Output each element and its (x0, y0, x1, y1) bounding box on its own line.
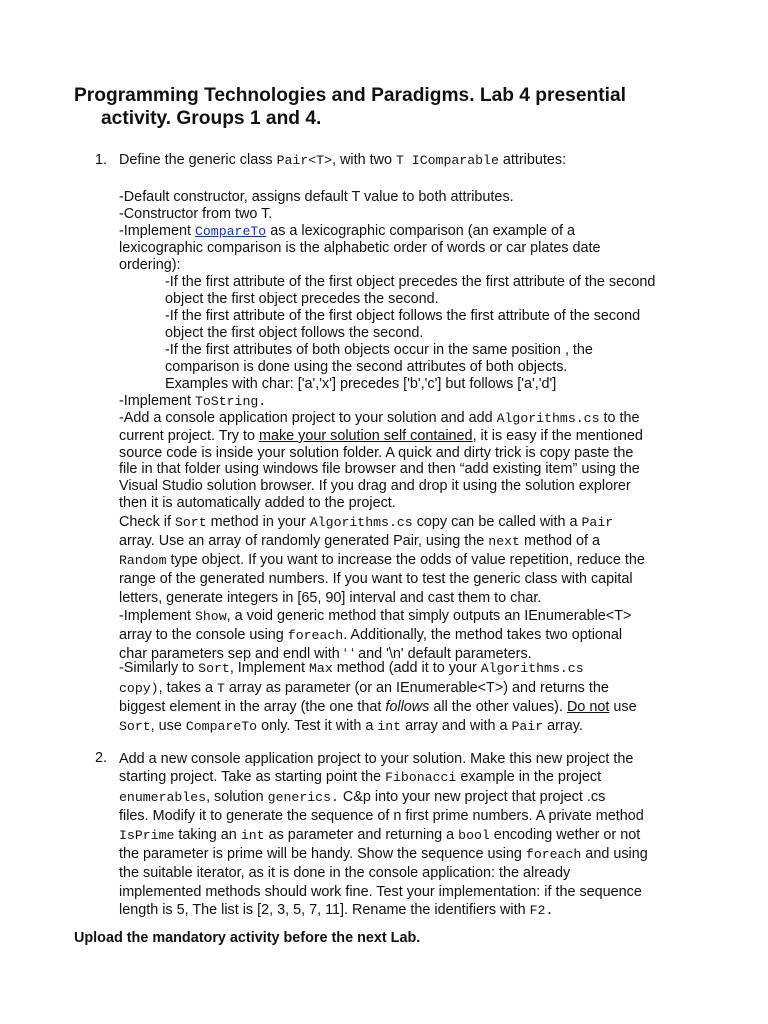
code-random: Random (119, 553, 167, 568)
text: encoding wether or not (489, 826, 641, 843)
text: use (609, 699, 637, 715)
item-2-line-1: Add a new console application project to your solution. Make this new project the (119, 751, 634, 767)
code-isprime: IsPrime (119, 827, 175, 843)
two-t-constructor-line: -Constructor from two T. (119, 206, 273, 222)
item-1-number: 1. (95, 152, 108, 168)
check-line-3 (119, 551, 699, 570)
console-line-6: then it is automatically added to the project. (119, 494, 396, 511)
code-algorithms-cs: Algorithms.cs (480, 661, 584, 676)
text: , a void generic method that simply outputs an IEnumerable<T> (226, 608, 632, 624)
item-2-body (119, 750, 699, 921)
check-line-1 (119, 513, 699, 532)
rule-2-line-1: -If the first attribute of the first object follows the first attribute of the second (165, 308, 641, 324)
title-line-1: Programming Technologies and Paradigms. Lab 4 presential (74, 85, 626, 106)
compareto-line-3: ordering): (119, 257, 181, 273)
text: , takes a (158, 679, 217, 696)
upload-reminder: Upload the mandatory activity before the next Lab. (74, 930, 421, 946)
item-2-line-5 (119, 826, 699, 845)
text: array and with a (401, 717, 512, 734)
item-2-line-6 (119, 845, 699, 864)
show-paragraph (119, 607, 699, 663)
console-line-3: source code is inside your solution folder. A quick and dirty trick is copy paste the (119, 444, 634, 461)
code-algorithms-cs: Algorithms.cs (309, 515, 413, 530)
code-pair: Pair (511, 718, 544, 734)
show-line-1 (119, 607, 699, 626)
code-next: next (488, 534, 520, 549)
text: -Similarly to (119, 660, 199, 676)
default-constructor-line: -Default constructor, assigns default T value to both attributes. (119, 189, 514, 205)
text: array to the console using (119, 627, 288, 643)
text: starting project. Take as starting point the (119, 769, 386, 786)
text: Check if (119, 514, 175, 530)
code-algorithms-cs: Algorithms.cs (496, 411, 600, 426)
text: -Implement (119, 393, 195, 409)
text: , it is easy if the mentioned (472, 427, 643, 444)
code-pair: Pair (581, 515, 614, 530)
item-1-body (119, 189, 699, 410)
item-2-line-7: the suitable iterator, as it is done in the console application: the already (119, 865, 571, 882)
console-line-5: Visual Studio solution browser. If you drag and drop it using the solution explorer (119, 478, 631, 495)
code-fibonacci: Fibonacci (385, 770, 457, 786)
text: taking an (174, 826, 241, 843)
console-line-1 (119, 410, 699, 428)
text: , use (150, 717, 186, 734)
text: current project. Try to (119, 427, 259, 444)
text: , Implement (229, 660, 309, 676)
code-sort: Sort (174, 515, 207, 530)
code-f2: F2. (529, 903, 554, 919)
text: only. Test it with a (257, 717, 378, 734)
code-generics: generics. (267, 789, 339, 805)
text: and using (581, 846, 648, 863)
console-paragraph (119, 410, 699, 512)
text: as a lexicographic comparison (an example of a (266, 223, 575, 239)
underlined-text: Do not (566, 699, 610, 715)
max-line-1 (119, 659, 699, 679)
code-foreach: foreach (287, 628, 344, 643)
text: biggest element in the array (the one that (119, 699, 386, 715)
item-2-line-2 (119, 768, 699, 787)
code-t-icomparable: T IComparable (395, 153, 499, 168)
text: length is 5, The list is [2, 3, 5, 7, 11]. Rename the identifiers with (119, 902, 530, 919)
compareto-link[interactable]: CompareTo (194, 224, 267, 239)
text: -Implement (119, 608, 195, 624)
text: the parameter is prime will be handy. Show the sequence using (119, 846, 526, 863)
text: . Additionally, the method takes two optional (343, 627, 623, 643)
text: copy can be called with a (412, 514, 582, 530)
show-line-2 (119, 626, 699, 645)
text: method in your (206, 514, 310, 530)
compareto-line-2: lexicographic comparison is the alphabetic order of words or car plates date (119, 240, 601, 256)
check-line-4: range of the generated numbers. If you want to test the generic class with capital (119, 571, 633, 587)
max-line-2 (119, 679, 699, 699)
text: as parameter and returning a (264, 826, 459, 843)
examples-line: Examples with char: ['a','x'] precedes ['b','c'] but follows ['a','d'] (165, 376, 557, 392)
console-line-4: file in that folder using windows file browser and then “add existing item” using the (119, 461, 640, 478)
code-t: T (216, 680, 225, 696)
code-sort: Sort (119, 718, 151, 734)
item-2-line-8: implemented methods should work fine. Test your implementation: if the sequence (119, 883, 642, 900)
code-show: Show (194, 609, 227, 624)
code-bool: bool (458, 827, 490, 843)
text: example in the project (456, 769, 602, 786)
item-2-line-4: files. Modify it to generate the sequence of n first prime numbers. A private method (119, 808, 644, 825)
max-line-4 (119, 717, 699, 737)
text: Define the generic class (119, 152, 277, 168)
title-line-2: activity. Groups 1 and 4. (101, 108, 322, 129)
text: C&p into your new project that project .cs (338, 788, 606, 805)
document-title (74, 84, 714, 130)
max-paragraph (119, 659, 699, 736)
check-paragraph (119, 513, 699, 608)
code-sort: Sort (198, 661, 230, 676)
code-max: Max (309, 661, 333, 676)
text: array. (543, 717, 583, 734)
item-2-line-3 (119, 788, 699, 807)
code-int: int (377, 718, 402, 734)
text: -Implement (119, 223, 195, 239)
code-pair-t: Pair<T> (276, 153, 332, 168)
check-line-2 (119, 532, 699, 551)
check-line-5: letters, generate integers in [65, 90] interval and cast them to char. (119, 590, 542, 606)
text: all the other values). (429, 699, 567, 715)
text: array. Use an array of randomly generated Pair, using the (119, 533, 489, 549)
code-copy: copy) (119, 680, 159, 696)
rule-3-line-2: comparison is done using the second attributes of both objects. (165, 359, 568, 375)
max-line-3 (119, 698, 699, 717)
text: method of a (519, 533, 600, 549)
italic-text: follows (385, 699, 430, 715)
tostring-line (119, 393, 699, 410)
rule-3-line-1: -If the first attributes of both objects occur in the same position , the (165, 342, 593, 358)
text: method (add it to your (332, 660, 481, 676)
code-int: int (240, 827, 265, 843)
console-line-2 (119, 428, 699, 445)
rule-2-line-2: object the first object follows the second. (165, 325, 424, 341)
code-foreach: foreach (525, 847, 582, 863)
rule-1-line-1: -If the first attribute of the first object precedes the first attribute of the second (165, 274, 656, 290)
code-compareto: CompareTo (185, 718, 258, 734)
compareto-line-1 (119, 223, 699, 240)
show-line-3: char parameters sep and endl with ‘ ‘ and '\n' default parameters. (119, 646, 532, 662)
rule-1-line-2: object the first object precedes the second. (165, 291, 439, 307)
underlined-text: make your solution self contained (258, 427, 473, 444)
text: to the (599, 410, 640, 426)
text: array as parameter (or an IEnumerable<T>) and returns the (224, 679, 609, 696)
item-2-line-9 (119, 901, 699, 920)
text: type object. If you want to increase the odds of value repetition, reduce the (166, 552, 645, 568)
text: , solution (206, 788, 268, 805)
text: attributes: (498, 152, 567, 168)
code-enumerables: enumerables (119, 789, 207, 805)
text: -Add a console application project to your solution and add (119, 410, 497, 426)
code-tostring: ToString. (194, 394, 267, 409)
item-2-number: 2. (95, 750, 108, 766)
item-1-intro (119, 152, 699, 169)
text: , with two (332, 152, 396, 168)
